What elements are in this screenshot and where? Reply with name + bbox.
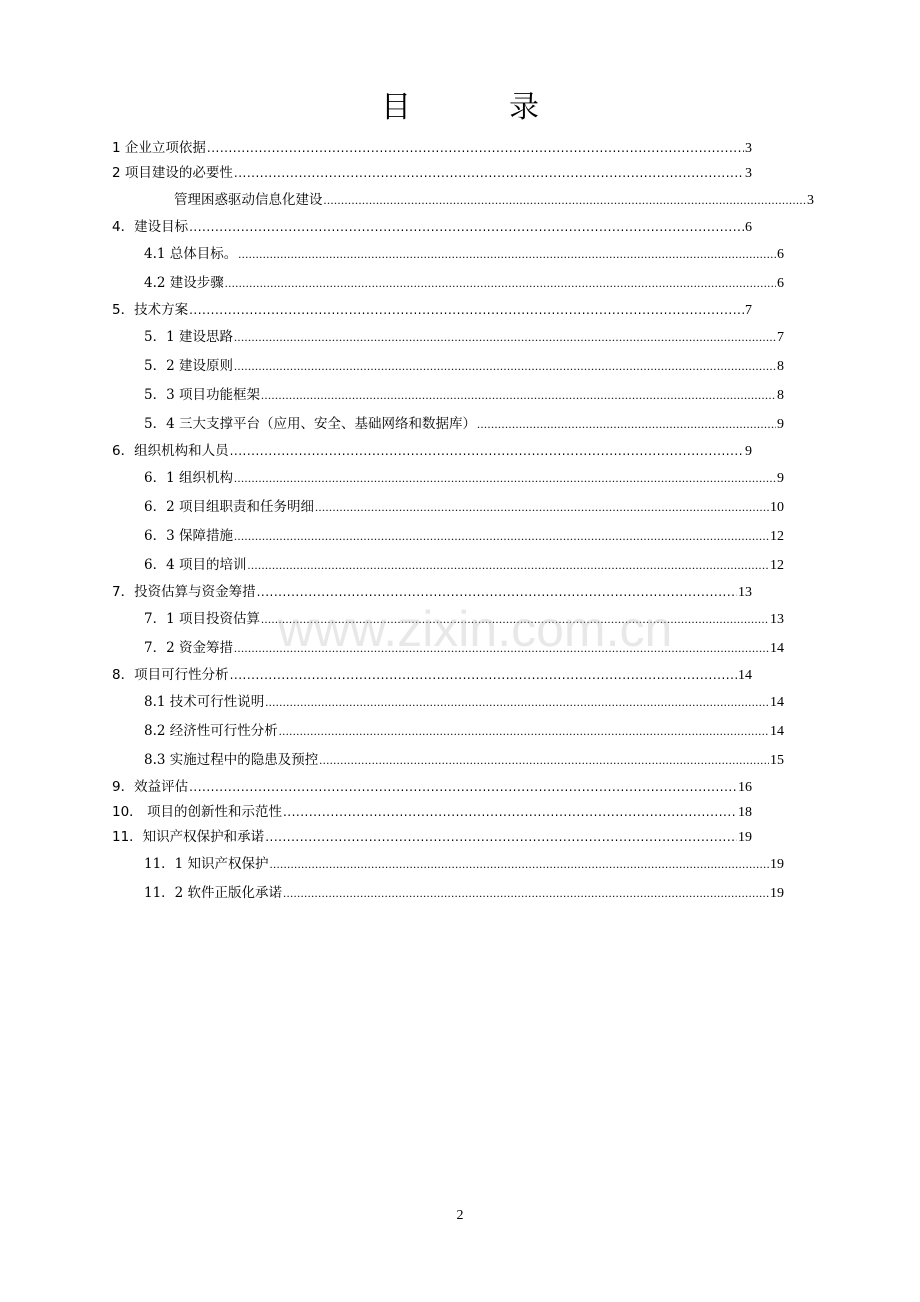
toc-dot-leader bbox=[234, 634, 769, 663]
toc-entry[interactable] bbox=[112, 800, 752, 825]
toc-entry[interactable] bbox=[112, 717, 784, 746]
toc-dot-leader bbox=[207, 136, 744, 161]
toc-entry[interactable] bbox=[112, 161, 752, 186]
toc-dot-leader bbox=[265, 825, 737, 850]
toc-entry[interactable] bbox=[112, 775, 752, 800]
toc-entry-page: 6 bbox=[745, 220, 752, 235]
toc-dot-leader bbox=[189, 215, 744, 240]
toc-entry-page: 16 bbox=[738, 780, 752, 795]
page-number: 2 bbox=[456, 1208, 464, 1223]
toc-dot-leader bbox=[261, 605, 769, 634]
toc-dot-leader bbox=[189, 775, 737, 800]
toc-dot-leader bbox=[230, 663, 737, 688]
toc-dot-leader bbox=[324, 186, 807, 215]
toc-entry[interactable] bbox=[112, 634, 784, 663]
toc-entry[interactable] bbox=[112, 580, 752, 605]
toc-entry[interactable] bbox=[112, 352, 784, 381]
toc-entry[interactable] bbox=[112, 493, 784, 522]
toc-entry[interactable] bbox=[112, 186, 814, 215]
toc-dot-leader bbox=[265, 688, 769, 717]
toc-entry-label: 7．1 项目投资估算 bbox=[144, 605, 260, 634]
toc-entry-label: 6．3 保障措施 bbox=[144, 522, 233, 551]
toc-entry-page: 3 bbox=[745, 141, 752, 156]
toc-entry[interactable] bbox=[112, 551, 784, 580]
toc-entry-page: 3 bbox=[745, 166, 752, 181]
toc-entry-page: 19 bbox=[770, 857, 784, 872]
toc-entry[interactable] bbox=[112, 381, 784, 410]
toc-entry-page: 7 bbox=[745, 303, 752, 318]
toc-entry-page: 10 bbox=[770, 500, 784, 515]
toc-dot-leader bbox=[234, 464, 776, 493]
toc-entry[interactable] bbox=[112, 215, 752, 240]
toc-entry-page: 9 bbox=[777, 471, 784, 486]
toc-entry-label: 7．投资估算与资金筹措 bbox=[112, 580, 256, 605]
toc-entry[interactable] bbox=[112, 298, 752, 323]
toc-entry-label: 5．1 建设思路 bbox=[144, 323, 233, 352]
toc-entry-label: 4.2 建设步骤 bbox=[144, 269, 224, 298]
toc-entry-label: 6．组织机构和人员 bbox=[112, 439, 229, 464]
toc-entry[interactable] bbox=[112, 439, 752, 464]
toc-dot-leader bbox=[230, 439, 744, 464]
toc-dot-leader bbox=[319, 746, 769, 775]
toc-dot-leader bbox=[257, 580, 737, 605]
toc-entry-label: 2 项目建设的必要性 bbox=[112, 161, 233, 186]
toc-dot-leader bbox=[234, 161, 744, 186]
toc-entry-page: 3 bbox=[807, 193, 814, 208]
toc-entry-label: 8.3 实施过程中的隐患及预控 bbox=[144, 746, 318, 775]
toc-entry-label: 5．2 建设原则 bbox=[144, 352, 233, 381]
watermark: www.zixin.com.cn bbox=[277, 601, 673, 657]
toc-entry-label: 11．1 知识产权保护 bbox=[144, 850, 269, 879]
toc-entry-label: 9．效益评估 bbox=[112, 775, 188, 800]
toc-entry-page: 14 bbox=[738, 668, 752, 683]
toc-dot-leader bbox=[247, 551, 769, 580]
toc-entry-page: 14 bbox=[770, 695, 784, 710]
toc-entry[interactable] bbox=[112, 746, 784, 775]
toc-entry-label: 8．项目可行性分析 bbox=[112, 663, 229, 688]
toc-dot-leader bbox=[189, 298, 744, 323]
toc-entry-label: 6．1 组织机构 bbox=[144, 464, 233, 493]
toc-entry[interactable] bbox=[112, 464, 784, 493]
toc-dot-leader bbox=[234, 522, 769, 551]
toc-entry-label: 4.1 总体目标。 bbox=[144, 240, 237, 269]
toc-entry-page: 19 bbox=[770, 886, 784, 901]
toc-entry-label: 5．4 三大支撑平台（应用、安全、基础网络和数据库） bbox=[144, 410, 476, 439]
toc-entry-page: 8 bbox=[777, 388, 784, 403]
toc-entry[interactable] bbox=[112, 269, 784, 298]
toc-entry-label: 10． 项目的创新性和示范性 bbox=[112, 800, 282, 825]
toc-entry-label: 7．2 资金筹措 bbox=[144, 634, 233, 663]
toc-entry-page: 12 bbox=[770, 558, 784, 573]
toc-dot-leader bbox=[283, 800, 737, 825]
toc-entry-label: 1 企业立项依据 bbox=[112, 136, 206, 161]
toc-entry[interactable] bbox=[112, 825, 752, 850]
toc-entry-label: 5．技术方案 bbox=[112, 298, 188, 323]
toc-entry-label: 管理困惑驱动信息化建设 bbox=[174, 186, 323, 215]
toc-entry[interactable] bbox=[112, 522, 784, 551]
toc-entry-page: 13 bbox=[770, 612, 784, 627]
toc-entry-label: 6．4 项目的培训 bbox=[144, 551, 246, 580]
toc-entry-label: 4．建设目标 bbox=[112, 215, 188, 240]
toc-entry-page: 9 bbox=[745, 444, 752, 459]
toc-entry-page: 7 bbox=[777, 330, 784, 345]
toc-dot-leader bbox=[234, 323, 776, 352]
toc-dot-leader bbox=[477, 410, 776, 439]
toc-entry-page: 13 bbox=[738, 585, 752, 600]
toc-entry-page: 8 bbox=[777, 359, 784, 374]
toc-entry-page: 18 bbox=[738, 805, 752, 820]
toc-entry-label: 11．2 软件正版化承诺 bbox=[144, 879, 282, 908]
toc-entry-label: 8.1 技术可行性说明 bbox=[144, 688, 264, 717]
toc-dot-leader bbox=[225, 269, 776, 298]
toc-entry[interactable] bbox=[112, 136, 752, 161]
toc-entry[interactable] bbox=[112, 850, 784, 879]
toc-entry-page: 19 bbox=[738, 830, 752, 845]
table-of-contents bbox=[112, 136, 814, 908]
toc-dot-leader bbox=[261, 381, 776, 410]
toc-title: 目 录 bbox=[381, 90, 573, 125]
toc-dot-leader bbox=[279, 717, 769, 746]
toc-entry-page: 9 bbox=[777, 417, 784, 432]
toc-entry-page: 12 bbox=[770, 529, 784, 544]
toc-entry-page: 14 bbox=[770, 641, 784, 656]
toc-entry[interactable] bbox=[112, 410, 784, 439]
toc-entry[interactable] bbox=[112, 879, 784, 908]
toc-entry[interactable] bbox=[112, 663, 752, 688]
toc-entry-page: 14 bbox=[770, 724, 784, 739]
toc-dot-leader bbox=[283, 879, 769, 908]
toc-entry[interactable] bbox=[112, 323, 784, 352]
toc-entry-label: 11．知识产权保护和承诺 bbox=[112, 825, 264, 850]
toc-dot-leader bbox=[270, 850, 769, 879]
toc-entry-page: 15 bbox=[770, 753, 784, 768]
toc-entry-label: 6．2 项目组职责和任务明细 bbox=[144, 493, 314, 522]
toc-entry-label: 8.2 经济性可行性分析 bbox=[144, 717, 278, 746]
toc-entry[interactable] bbox=[112, 240, 784, 269]
toc-entry-page: 6 bbox=[777, 247, 784, 262]
toc-dot-leader bbox=[234, 352, 776, 381]
toc-dot-leader bbox=[315, 493, 769, 522]
toc-dot-leader bbox=[238, 240, 776, 269]
toc-entry-label: 5．3 项目功能框架 bbox=[144, 381, 260, 410]
toc-entry[interactable] bbox=[112, 605, 784, 634]
toc-entry[interactable] bbox=[112, 688, 784, 717]
toc-entry-page: 6 bbox=[777, 276, 784, 291]
